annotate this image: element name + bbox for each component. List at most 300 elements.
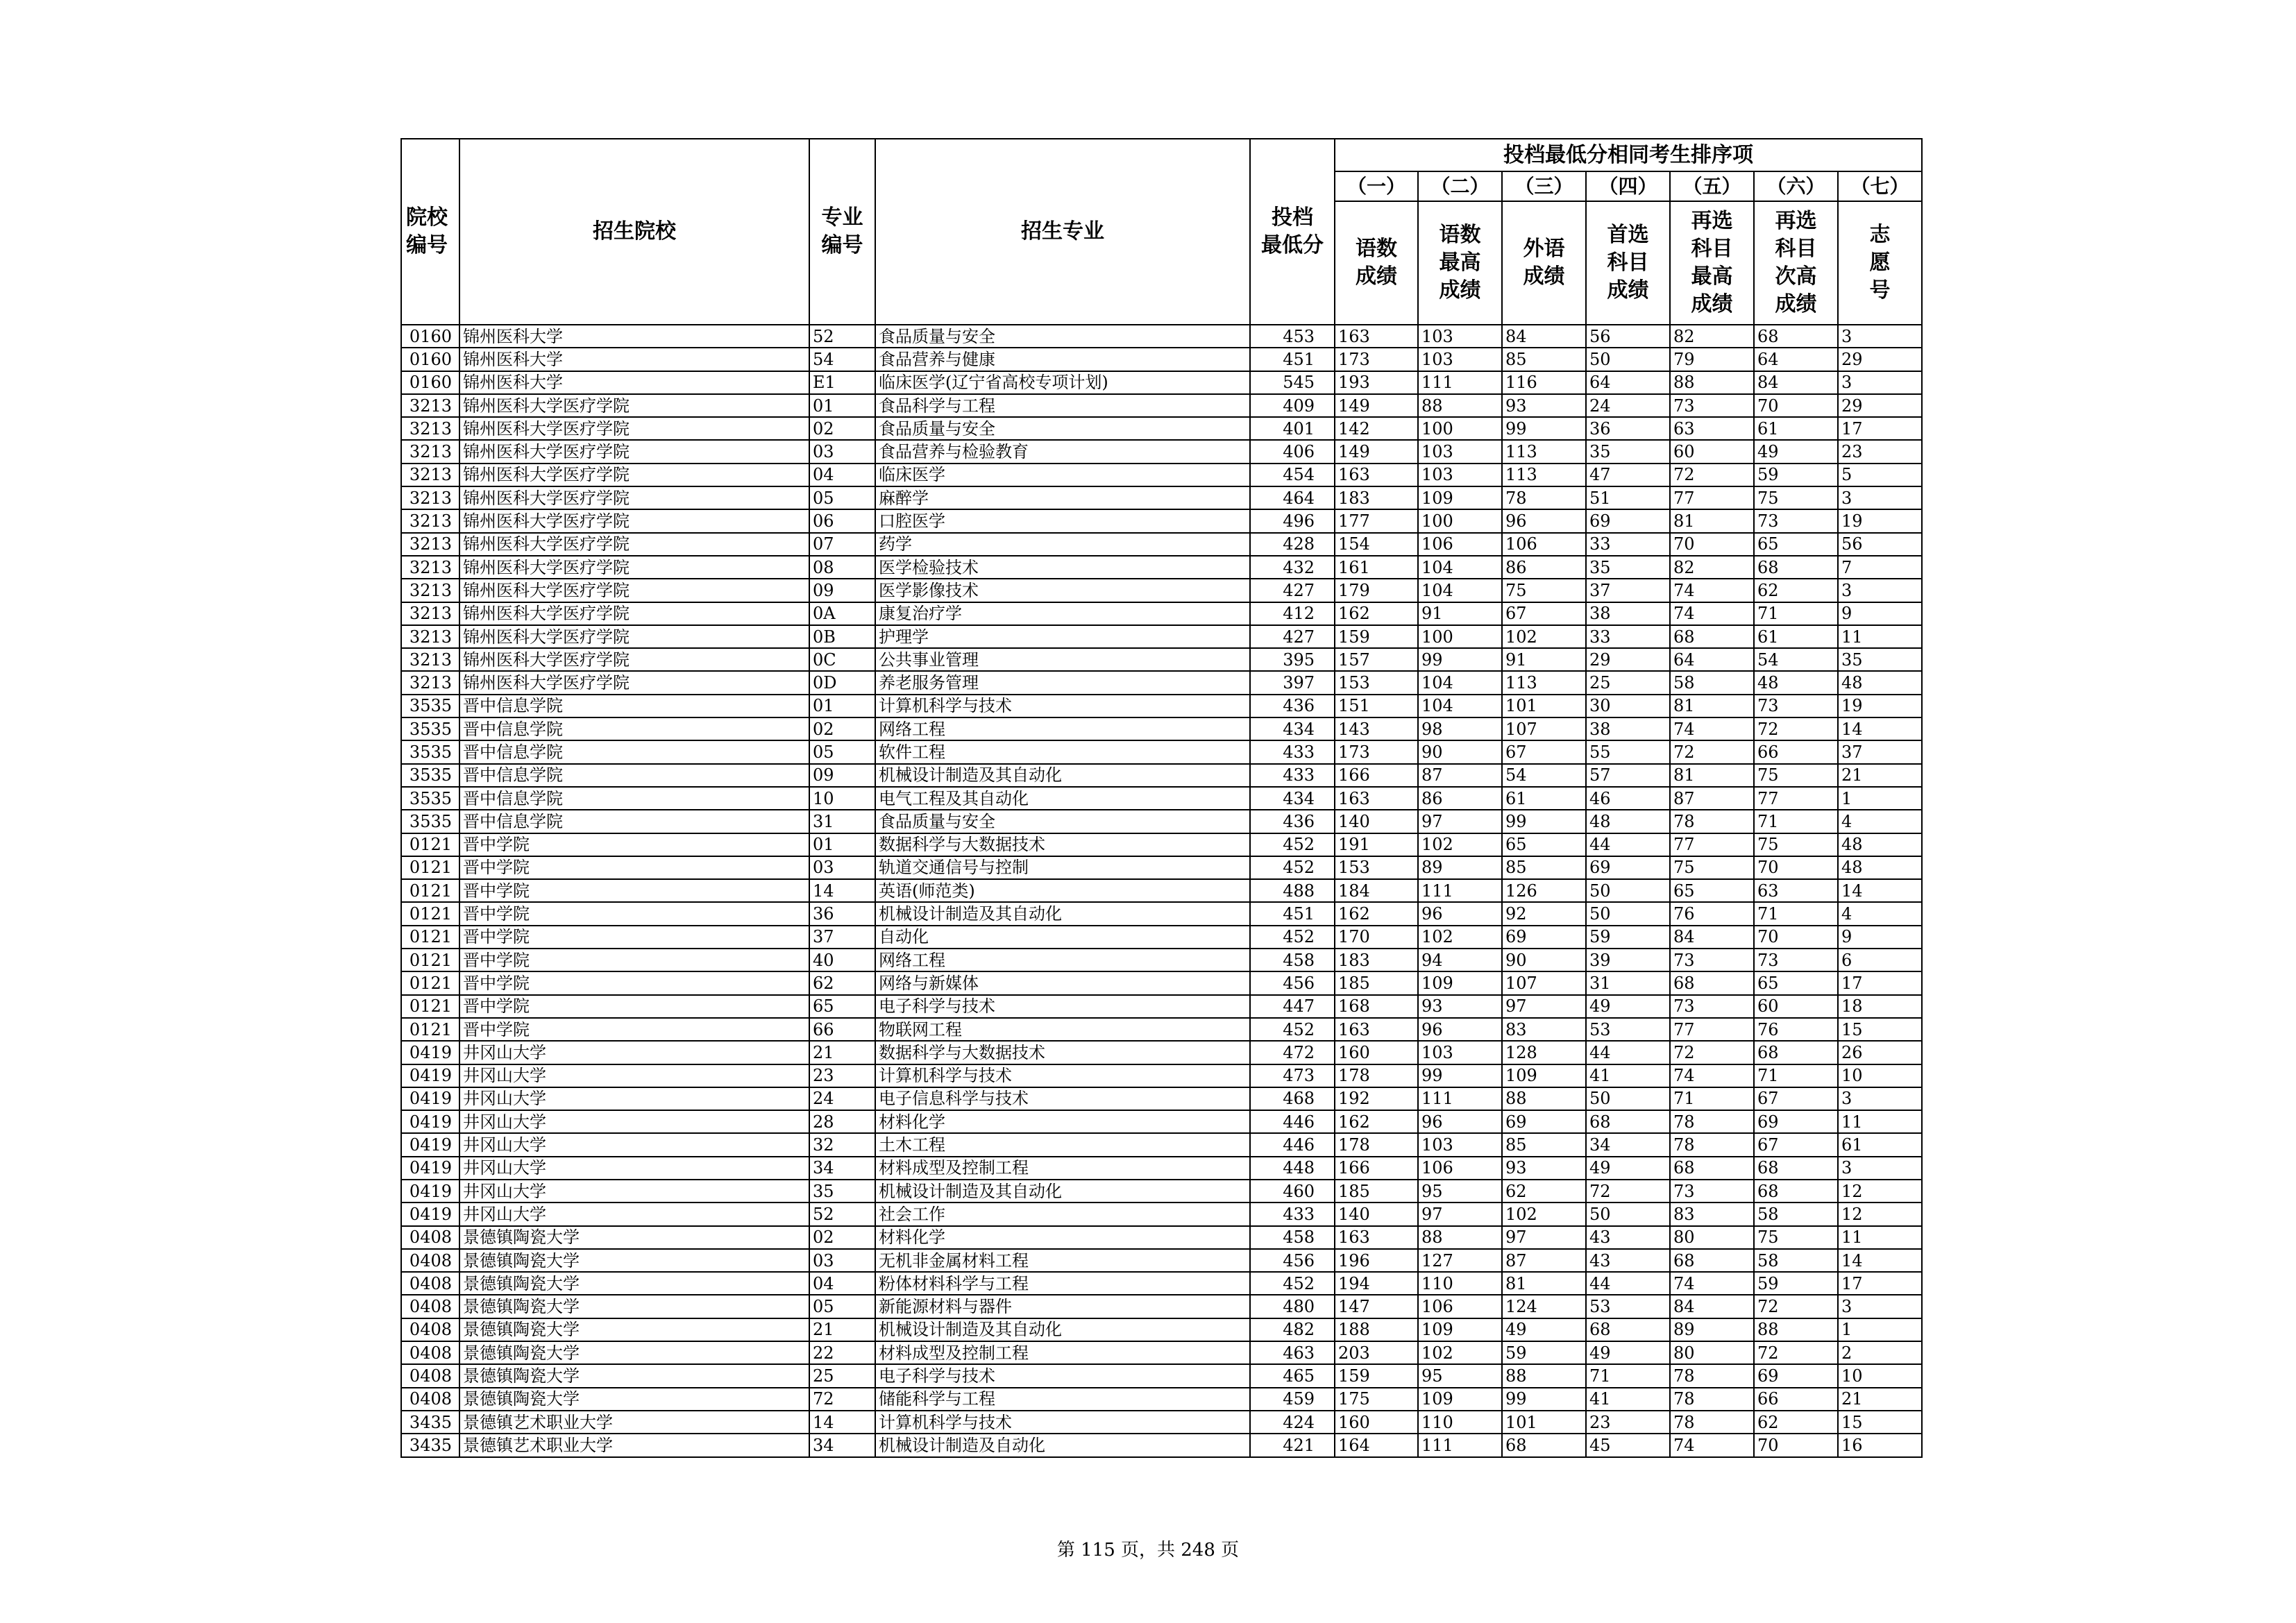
first-subject-cell: 53: [1586, 1295, 1670, 1318]
elective-highest-cell: 68: [1670, 1249, 1754, 1272]
preference-no-cell: 26: [1838, 1041, 1922, 1064]
foreign-language-cell: 109: [1502, 1064, 1586, 1087]
header-major-name: 招生专业: [875, 139, 1250, 325]
table-row: [401, 464, 1922, 486]
min-score-cell: 424: [1250, 1411, 1335, 1434]
min-score-cell: 412: [1250, 602, 1335, 625]
major-name-cell: 养老服务管理: [875, 671, 1250, 694]
elective-highest-cell: 78: [1670, 1411, 1754, 1434]
preference-no-cell: 3: [1838, 371, 1922, 394]
chinese-math-max-cell: 111: [1418, 371, 1502, 394]
min-score-cell: 433: [1250, 1203, 1335, 1225]
major-code-cell: 36: [809, 902, 875, 925]
school-code-cell: 3535: [401, 695, 459, 717]
major-code-cell: 02: [809, 717, 875, 740]
school-name-cell: 景德镇陶瓷大学: [459, 1272, 809, 1295]
major-name-cell: 材料成型及控制工程: [875, 1157, 1250, 1180]
min-score-cell: 463: [1250, 1341, 1335, 1364]
major-code-cell: 14: [809, 879, 875, 902]
min-score-cell: 448: [1250, 1157, 1335, 1180]
first-subject-cell: 50: [1586, 1203, 1670, 1225]
major-code-cell: 03: [809, 1249, 875, 1272]
school-code-cell: 0419: [401, 1133, 459, 1156]
table-row: [401, 1041, 1922, 1064]
major-code-cell: 52: [809, 1203, 875, 1225]
preference-no-cell: 12: [1838, 1180, 1922, 1203]
header-chinese-math: 语数 成绩: [1335, 201, 1418, 325]
first-subject-cell: 71: [1586, 1364, 1670, 1387]
elective-second-cell: 60: [1754, 995, 1838, 1018]
school-name-cell: 晋中学院: [459, 902, 809, 925]
school-code-cell: 0121: [401, 833, 459, 856]
school-code-cell: 0408: [401, 1364, 459, 1387]
min-score-cell: 451: [1250, 348, 1335, 371]
major-code-cell: 22: [809, 1341, 875, 1364]
elective-highest-cell: 58: [1670, 671, 1754, 694]
major-name-cell: 物联网工程: [875, 1018, 1250, 1041]
major-code-cell: 05: [809, 1295, 875, 1318]
chinese-math-cell: 153: [1335, 856, 1418, 879]
table-row: [401, 995, 1922, 1018]
first-subject-cell: 55: [1586, 740, 1670, 763]
elective-highest-cell: 83: [1670, 1203, 1754, 1225]
chinese-math-max-cell: 109: [1418, 971, 1502, 994]
chinese-math-max-cell: 109: [1418, 486, 1502, 509]
major-name-cell: 无机非金属材料工程: [875, 1249, 1250, 1272]
major-code-cell: 03: [809, 856, 875, 879]
elective-second-cell: 54: [1754, 648, 1838, 671]
first-subject-cell: 23: [1586, 1411, 1670, 1434]
min-score-cell: 456: [1250, 1249, 1335, 1272]
foreign-language-cell: 113: [1502, 671, 1586, 694]
school-code-cell: 0121: [401, 949, 459, 971]
chinese-math-cell: 178: [1335, 1133, 1418, 1156]
header-major-code: 专业 编号: [809, 139, 875, 325]
elective-second-cell: 71: [1754, 902, 1838, 925]
chinese-math-cell: 194: [1335, 1272, 1418, 1295]
major-code-cell: 25: [809, 1364, 875, 1387]
major-code-cell: 28: [809, 1110, 875, 1133]
school-name-cell: 井冈山大学: [459, 1110, 809, 1133]
first-subject-cell: 59: [1586, 926, 1670, 949]
chinese-math-max-cell: 97: [1418, 1203, 1502, 1225]
chinese-math-cell: 188: [1335, 1318, 1418, 1341]
first-subject-cell: 48: [1586, 810, 1670, 833]
elective-highest-cell: 75: [1670, 856, 1754, 879]
chinese-math-cell: 142: [1335, 417, 1418, 440]
school-code-cell: 0121: [401, 879, 459, 902]
elective-second-cell: 64: [1754, 348, 1838, 371]
school-code-cell: 3213: [401, 556, 459, 579]
school-code-cell: 0408: [401, 1295, 459, 1318]
elective-highest-cell: 78: [1670, 810, 1754, 833]
chinese-math-max-cell: 102: [1418, 926, 1502, 949]
min-score-cell: 452: [1250, 856, 1335, 879]
school-name-cell: 锦州医科大学医疗学院: [459, 602, 809, 625]
chinese-math-cell: 163: [1335, 787, 1418, 810]
first-subject-cell: 56: [1586, 325, 1670, 348]
foreign-language-cell: 86: [1502, 556, 1586, 579]
major-name-cell: 社会工作: [875, 1203, 1250, 1225]
table-row: [401, 486, 1922, 509]
first-subject-cell: 43: [1586, 1226, 1670, 1249]
school-code-cell: 3213: [401, 509, 459, 532]
chinese-math-cell: 151: [1335, 695, 1418, 717]
elective-highest-cell: 74: [1670, 579, 1754, 602]
table-row: [401, 810, 1922, 833]
school-name-cell: 锦州医科大学医疗学院: [459, 509, 809, 532]
preference-no-cell: 12: [1838, 1203, 1922, 1225]
first-subject-cell: 47: [1586, 464, 1670, 486]
table-row: [401, 1064, 1922, 1087]
preference-no-cell: 5: [1838, 464, 1922, 486]
elective-highest-cell: 84: [1670, 1295, 1754, 1318]
chinese-math-cell: 163: [1335, 1018, 1418, 1041]
elective-highest-cell: 74: [1670, 602, 1754, 625]
foreign-language-cell: 92: [1502, 902, 1586, 925]
foreign-language-cell: 93: [1502, 394, 1586, 417]
school-code-cell: 0121: [401, 995, 459, 1018]
major-code-cell: 0A: [809, 602, 875, 625]
school-name-cell: 景德镇陶瓷大学: [459, 1318, 809, 1341]
elective-highest-cell: 79: [1670, 348, 1754, 371]
table-row: [401, 1388, 1922, 1411]
table-row: [401, 1295, 1922, 1318]
school-name-cell: 井冈山大学: [459, 1041, 809, 1064]
school-name-cell: 晋中学院: [459, 926, 809, 949]
min-score-cell: 451: [1250, 902, 1335, 925]
foreign-language-cell: 65: [1502, 833, 1586, 856]
min-score-cell: 436: [1250, 695, 1335, 717]
school-code-cell: 3535: [401, 810, 459, 833]
table-row: [401, 579, 1922, 602]
elective-highest-cell: 72: [1670, 1041, 1754, 1064]
table-row: [401, 1226, 1922, 1249]
foreign-language-cell: 49: [1502, 1318, 1586, 1341]
elective-second-cell: 67: [1754, 1087, 1838, 1110]
major-code-cell: 40: [809, 949, 875, 971]
school-code-cell: 3435: [401, 1434, 459, 1456]
school-name-cell: 锦州医科大学医疗学院: [459, 533, 809, 556]
school-code-cell: 3535: [401, 717, 459, 740]
foreign-language-cell: 61: [1502, 787, 1586, 810]
school-code-cell: 3213: [401, 464, 459, 486]
preference-no-cell: 15: [1838, 1411, 1922, 1434]
header-chinese-math-max: 语数 最高 成绩: [1418, 201, 1502, 325]
preference-no-cell: 35: [1838, 648, 1922, 671]
elective-highest-cell: 87: [1670, 787, 1754, 810]
first-subject-cell: 50: [1586, 879, 1670, 902]
major-name-cell: 英语(师范类): [875, 879, 1250, 902]
major-code-cell: 37: [809, 926, 875, 949]
school-code-cell: 3213: [401, 394, 459, 417]
foreign-language-cell: 83: [1502, 1018, 1586, 1041]
school-code-cell: 0419: [401, 1064, 459, 1087]
major-code-cell: E1: [809, 371, 875, 394]
foreign-language-cell: 101: [1502, 1411, 1586, 1434]
admission-score-table: [400, 138, 1923, 1458]
elective-highest-cell: 72: [1670, 464, 1754, 486]
elective-highest-cell: 72: [1670, 740, 1754, 763]
major-code-cell: 07: [809, 533, 875, 556]
school-code-cell: 3535: [401, 764, 459, 787]
chinese-math-cell: 170: [1335, 926, 1418, 949]
foreign-language-cell: 90: [1502, 949, 1586, 971]
table-row: [401, 671, 1922, 694]
major-name-cell: 土木工程: [875, 1133, 1250, 1156]
school-name-cell: 晋中学院: [459, 949, 809, 971]
chinese-math-cell: 175: [1335, 1388, 1418, 1411]
major-name-cell: 计算机科学与技术: [875, 695, 1250, 717]
chinese-math-max-cell: 99: [1418, 648, 1502, 671]
major-name-cell: 电子科学与技术: [875, 995, 1250, 1018]
min-score-cell: 468: [1250, 1087, 1335, 1110]
header-preference-no: 志 愿 号: [1838, 201, 1922, 325]
min-score-cell: 452: [1250, 1018, 1335, 1041]
table-row: [401, 833, 1922, 856]
school-code-cell: 0408: [401, 1341, 459, 1364]
chinese-math-cell: 173: [1335, 348, 1418, 371]
major-code-cell: 01: [809, 833, 875, 856]
preference-no-cell: 14: [1838, 1249, 1922, 1272]
school-code-cell: 0419: [401, 1110, 459, 1133]
min-score-cell: 460: [1250, 1180, 1335, 1203]
major-name-cell: 软件工程: [875, 740, 1250, 763]
major-name-cell: 麻醉学: [875, 486, 1250, 509]
major-code-cell: 04: [809, 464, 875, 486]
min-score-cell: 446: [1250, 1110, 1335, 1133]
preference-no-cell: 9: [1838, 602, 1922, 625]
major-code-cell: 01: [809, 394, 875, 417]
school-code-cell: 3535: [401, 787, 459, 810]
preference-no-cell: 14: [1838, 717, 1922, 740]
school-code-cell: 0160: [401, 371, 459, 394]
school-name-cell: 景德镇陶瓷大学: [459, 1388, 809, 1411]
chinese-math-cell: 166: [1335, 1157, 1418, 1180]
chinese-math-cell: 140: [1335, 1203, 1418, 1225]
chinese-math-max-cell: 103: [1418, 440, 1502, 463]
major-code-cell: 14: [809, 1411, 875, 1434]
foreign-language-cell: 116: [1502, 371, 1586, 394]
first-subject-cell: 64: [1586, 371, 1670, 394]
elective-second-cell: 88: [1754, 1318, 1838, 1341]
foreign-language-cell: 88: [1502, 1364, 1586, 1387]
min-score-cell: 459: [1250, 1388, 1335, 1411]
chinese-math-max-cell: 95: [1418, 1364, 1502, 1387]
elective-second-cell: 73: [1754, 949, 1838, 971]
header-foreign-language: 外语 成绩: [1502, 201, 1586, 325]
major-name-cell: 新能源材料与器件: [875, 1295, 1250, 1318]
elective-highest-cell: 74: [1670, 1434, 1754, 1456]
major-name-cell: 自动化: [875, 926, 1250, 949]
table-row: [401, 949, 1922, 971]
school-code-cell: 0419: [401, 1087, 459, 1110]
major-code-cell: 03: [809, 440, 875, 463]
major-code-cell: 21: [809, 1041, 875, 1064]
school-code-cell: 0121: [401, 926, 459, 949]
school-code-cell: 3535: [401, 740, 459, 763]
elective-second-cell: 67: [1754, 1133, 1838, 1156]
foreign-language-cell: 85: [1502, 348, 1586, 371]
elective-second-cell: 75: [1754, 486, 1838, 509]
major-name-cell: 材料化学: [875, 1226, 1250, 1249]
school-code-cell: 0121: [401, 856, 459, 879]
foreign-language-cell: 75: [1502, 579, 1586, 602]
elective-second-cell: 61: [1754, 625, 1838, 648]
major-code-cell: 65: [809, 995, 875, 1018]
major-code-cell: 54: [809, 348, 875, 371]
school-code-cell: 0419: [401, 1180, 459, 1203]
first-subject-cell: 29: [1586, 648, 1670, 671]
preference-no-cell: 10: [1838, 1364, 1922, 1387]
min-score-cell: 488: [1250, 879, 1335, 902]
table-row: [401, 971, 1922, 994]
preference-no-cell: 16: [1838, 1434, 1922, 1456]
major-name-cell: 药学: [875, 533, 1250, 556]
school-name-cell: 锦州医科大学医疗学院: [459, 556, 809, 579]
preference-no-cell: 14: [1838, 879, 1922, 902]
table-row: [401, 648, 1922, 671]
major-name-cell: 临床医学: [875, 464, 1250, 486]
school-name-cell: 景德镇陶瓷大学: [459, 1226, 809, 1249]
school-name-cell: 锦州医科大学医疗学院: [459, 417, 809, 440]
chinese-math-cell: 154: [1335, 533, 1418, 556]
school-name-cell: 井冈山大学: [459, 1180, 809, 1203]
min-score-cell: 452: [1250, 833, 1335, 856]
elective-second-cell: 48: [1754, 671, 1838, 694]
min-score-cell: 453: [1250, 325, 1335, 348]
min-score-cell: 446: [1250, 1133, 1335, 1156]
first-subject-cell: 49: [1586, 995, 1670, 1018]
foreign-language-cell: 59: [1502, 1341, 1586, 1364]
first-subject-cell: 44: [1586, 1272, 1670, 1295]
major-code-cell: 34: [809, 1157, 875, 1180]
first-subject-cell: 33: [1586, 625, 1670, 648]
school-name-cell: 景德镇陶瓷大学: [459, 1295, 809, 1318]
school-code-cell: 3213: [401, 417, 459, 440]
school-name-cell: 锦州医科大学医疗学院: [459, 579, 809, 602]
major-name-cell: 公共事业管理: [875, 648, 1250, 671]
preference-no-cell: 48: [1838, 856, 1922, 879]
school-name-cell: 锦州医科大学: [459, 325, 809, 348]
elective-second-cell: 73: [1754, 509, 1838, 532]
chinese-math-cell: 178: [1335, 1064, 1418, 1087]
first-subject-cell: 38: [1586, 602, 1670, 625]
first-subject-cell: 41: [1586, 1064, 1670, 1087]
table-row: [401, 1364, 1922, 1387]
min-score-cell: 472: [1250, 1041, 1335, 1064]
elective-second-cell: 71: [1754, 1064, 1838, 1087]
min-score-cell: 458: [1250, 1226, 1335, 1249]
chinese-math-max-cell: 102: [1418, 1341, 1502, 1364]
elective-highest-cell: 68: [1670, 971, 1754, 994]
preference-no-cell: 17: [1838, 417, 1922, 440]
major-code-cell: 02: [809, 1226, 875, 1249]
chinese-math-cell: 153: [1335, 671, 1418, 694]
chinese-math-max-cell: 106: [1418, 533, 1502, 556]
major-code-cell: 23: [809, 1064, 875, 1087]
preference-no-cell: 3: [1838, 325, 1922, 348]
elective-highest-cell: 65: [1670, 879, 1754, 902]
table-row: [401, 1133, 1922, 1156]
school-code-cell: 0121: [401, 1018, 459, 1041]
min-score-cell: 432: [1250, 556, 1335, 579]
header-tie-break-title: 投档最低分相同考生排序项: [1335, 139, 1922, 171]
first-subject-cell: 25: [1586, 671, 1670, 694]
elective-highest-cell: 78: [1670, 1133, 1754, 1156]
school-name-cell: 景德镇艺术职业大学: [459, 1411, 809, 1434]
school-name-cell: 井冈山大学: [459, 1087, 809, 1110]
preference-no-cell: 29: [1838, 394, 1922, 417]
school-code-cell: 0408: [401, 1249, 459, 1272]
elective-second-cell: 58: [1754, 1249, 1838, 1272]
elective-second-cell: 73: [1754, 695, 1838, 717]
min-score-cell: 427: [1250, 579, 1335, 602]
foreign-language-cell: 69: [1502, 1110, 1586, 1133]
major-name-cell: 医学影像技术: [875, 579, 1250, 602]
foreign-language-cell: 96: [1502, 509, 1586, 532]
min-score-cell: 545: [1250, 371, 1335, 394]
elective-second-cell: 66: [1754, 740, 1838, 763]
chinese-math-cell: 184: [1335, 879, 1418, 902]
preference-no-cell: 18: [1838, 995, 1922, 1018]
table-row: [401, 717, 1922, 740]
elective-second-cell: 71: [1754, 810, 1838, 833]
preference-no-cell: 48: [1838, 833, 1922, 856]
chinese-math-max-cell: 103: [1418, 1133, 1502, 1156]
elective-highest-cell: 82: [1670, 556, 1754, 579]
min-score-cell: 397: [1250, 671, 1335, 694]
preference-no-cell: 4: [1838, 810, 1922, 833]
school-name-cell: 晋中信息学院: [459, 764, 809, 787]
first-subject-cell: 49: [1586, 1341, 1670, 1364]
first-subject-cell: 41: [1586, 1388, 1670, 1411]
major-name-cell: 材料成型及控制工程: [875, 1341, 1250, 1364]
foreign-language-cell: 101: [1502, 695, 1586, 717]
chinese-math-max-cell: 96: [1418, 1110, 1502, 1133]
preference-no-cell: 15: [1838, 1018, 1922, 1041]
major-name-cell: 机械设计制造及其自动化: [875, 764, 1250, 787]
foreign-language-cell: 88: [1502, 1087, 1586, 1110]
chinese-math-cell: 173: [1335, 740, 1418, 763]
major-code-cell: 35: [809, 1180, 875, 1203]
preference-no-cell: 3: [1838, 1157, 1922, 1180]
chinese-math-cell: 168: [1335, 995, 1418, 1018]
elective-highest-cell: 78: [1670, 1110, 1754, 1133]
school-code-cell: 3213: [401, 602, 459, 625]
foreign-language-cell: 99: [1502, 810, 1586, 833]
chinese-math-max-cell: 104: [1418, 695, 1502, 717]
chinese-math-max-cell: 98: [1418, 717, 1502, 740]
school-code-cell: 3213: [401, 486, 459, 509]
preference-no-cell: 21: [1838, 764, 1922, 787]
preference-no-cell: 37: [1838, 740, 1922, 763]
preference-no-cell: 11: [1838, 625, 1922, 648]
chinese-math-max-cell: 104: [1418, 671, 1502, 694]
major-name-cell: 机械设计制造及自动化: [875, 1434, 1250, 1456]
chinese-math-cell: 179: [1335, 579, 1418, 602]
school-code-cell: 0408: [401, 1318, 459, 1341]
chinese-math-cell: 160: [1335, 1411, 1418, 1434]
elective-highest-cell: 78: [1670, 1364, 1754, 1387]
foreign-language-cell: 78: [1502, 486, 1586, 509]
major-name-cell: 护理学: [875, 625, 1250, 648]
chinese-math-max-cell: 93: [1418, 995, 1502, 1018]
major-code-cell: 04: [809, 1272, 875, 1295]
school-name-cell: 景德镇陶瓷大学: [459, 1249, 809, 1272]
foreign-language-cell: 124: [1502, 1295, 1586, 1318]
major-code-cell: 52: [809, 325, 875, 348]
